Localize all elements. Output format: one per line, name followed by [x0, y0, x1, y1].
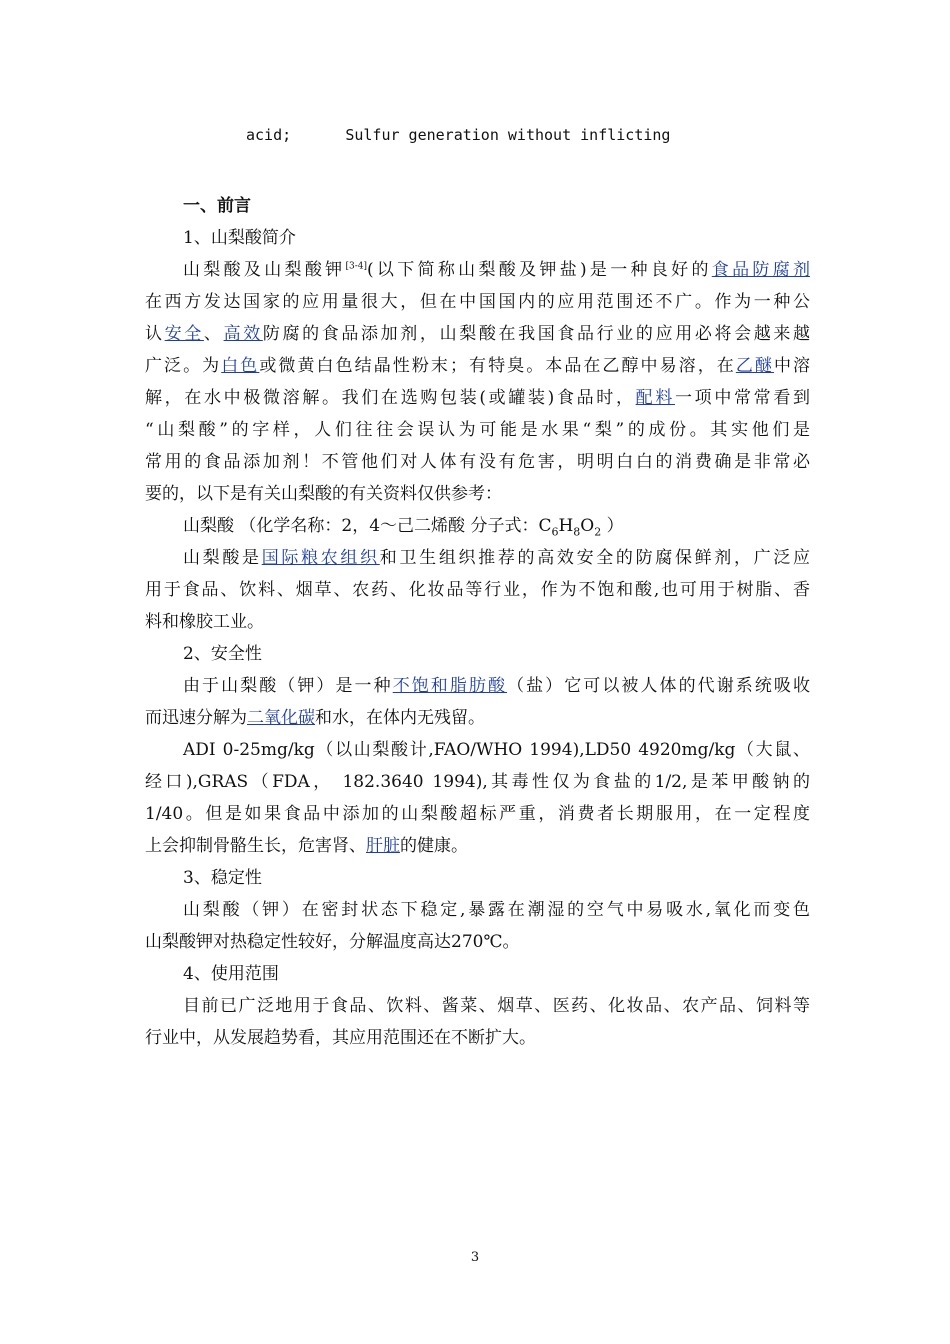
- paragraph-line: 而迅速分解为二氧化碳和水，在体内无残留。: [145, 708, 485, 728]
- paragraph-line: 认安全、高效防腐的食品添加剂，山梨酸在我国食品行业的应用必将会越来越: [145, 324, 810, 344]
- paragraph-line: 山梨酸是国际粮农组织和卫生组织推荐的高效安全的防腐保鲜剂，广泛应: [183, 548, 810, 568]
- paragraph-line: ADI 0-25mg/kg（以山梨酸计,FAO/WHO 1994),LD50 4920mg/kg（大鼠、: [183, 740, 810, 760]
- link-white[interactable]: 白色: [221, 356, 260, 376]
- paragraph-line: 目前已广泛地用于食品、饮料、酱菜、烟草、医药、化妆品、农产品、饲料等: [183, 996, 810, 1016]
- formula-line: 山梨酸 （化学名称：2，4～己二烯酸 分子式：$C_6H_8O_2$ ）: [183, 516, 624, 539]
- link-liver[interactable]: 肝脏: [366, 836, 400, 856]
- paragraph-line: 由于山梨酸（钾）是一种不饱和脂肪酸（盐）它可以被人体的代谢系统吸收: [183, 676, 810, 696]
- link-fao[interactable]: 国际粮农组织: [261, 548, 380, 568]
- paragraph-line: 经口),GRAS（FDA， 182.3640 1994),其毒性仅为食盐的1/2,是苯甲酸钠的: [145, 772, 810, 792]
- subsection-title: 4、使用范围: [183, 964, 279, 984]
- link-ether[interactable]: 乙醚: [735, 356, 774, 376]
- subsection-title: 2、安全性: [183, 644, 262, 664]
- paragraph-line: 山梨酸及山梨酸钾[3-4](以下简称山梨酸及钾盐)是一种良好的食品防腐剂: [183, 260, 810, 280]
- link-ingredients[interactable]: 配料: [635, 388, 675, 408]
- paragraph-line: “山梨酸”的字样，人们往往会误认为可能是水果“梨”的成份。其实他们是: [145, 420, 810, 440]
- paragraph-line: 解，在水中极微溶解。我们在选购包装(或罐装)食品时，配料一项中常常看到: [145, 388, 810, 408]
- paragraph-line: 要的，以下是有关山梨酸的有关资料仅供参考：: [145, 484, 502, 504]
- paragraph-line: 在西方发达国家的应用量很大，但在中国国内的应用范围还不广。作为一种公: [145, 292, 810, 312]
- link-carbon-dioxide[interactable]: 二氧化碳: [247, 708, 315, 728]
- document-body: [145, 190, 810, 1054]
- paragraph-line: 上会抑制骨骼生长，危害肾、肝脏的健康。: [145, 836, 468, 856]
- paragraph-line: 用于食品、饮料、烟草、农药、化妆品等行业，作为不饱和酸,也可用于树脂、香: [145, 580, 810, 600]
- paragraph-line: 1/40。但是如果食品中添加的山梨酸超标严重，消费者长期服用，在一定程度: [145, 804, 810, 824]
- link-food-preservative[interactable]: 食品防腐剂: [711, 260, 810, 280]
- page-number: 3: [470, 1250, 480, 1265]
- paragraph-line: 常用的食品添加剂！不管他们对人体有没有危害，明明白白的消费确是非常必: [145, 452, 810, 472]
- paragraph-line: 广泛。为白色或微黄白色结晶性粉末；有特臭。本品在乙醇中易溶，在乙醚中溶: [145, 356, 810, 376]
- link-unsaturated-fatty-acid[interactable]: 不饱和脂肪酸: [392, 676, 508, 696]
- link-safety[interactable]: 安全: [164, 324, 204, 344]
- paragraph-line: 行业中，从发展趋势看，其应用范围还在不断扩大。: [145, 1028, 536, 1048]
- citation: [3-4]: [345, 261, 367, 272]
- english-keywords-line: acid; Sulfur generation without inflicting: [246, 126, 671, 144]
- subsection-title: 1、山梨酸简介: [183, 228, 296, 248]
- section-heading: 一、前言: [183, 196, 251, 216]
- paragraph-line: 料和橡胶工业。: [145, 612, 264, 632]
- subsection-title: 3、稳定性: [183, 868, 262, 888]
- paragraph-line: 山梨酸钾对热稳定性较好，分解温度高达270℃。: [145, 932, 520, 952]
- paragraph-line: 山梨酸（钾）在密封状态下稳定,暴露在潮湿的空气中易吸水,氧化而变色: [183, 900, 810, 920]
- link-efficient[interactable]: 高效: [223, 324, 263, 344]
